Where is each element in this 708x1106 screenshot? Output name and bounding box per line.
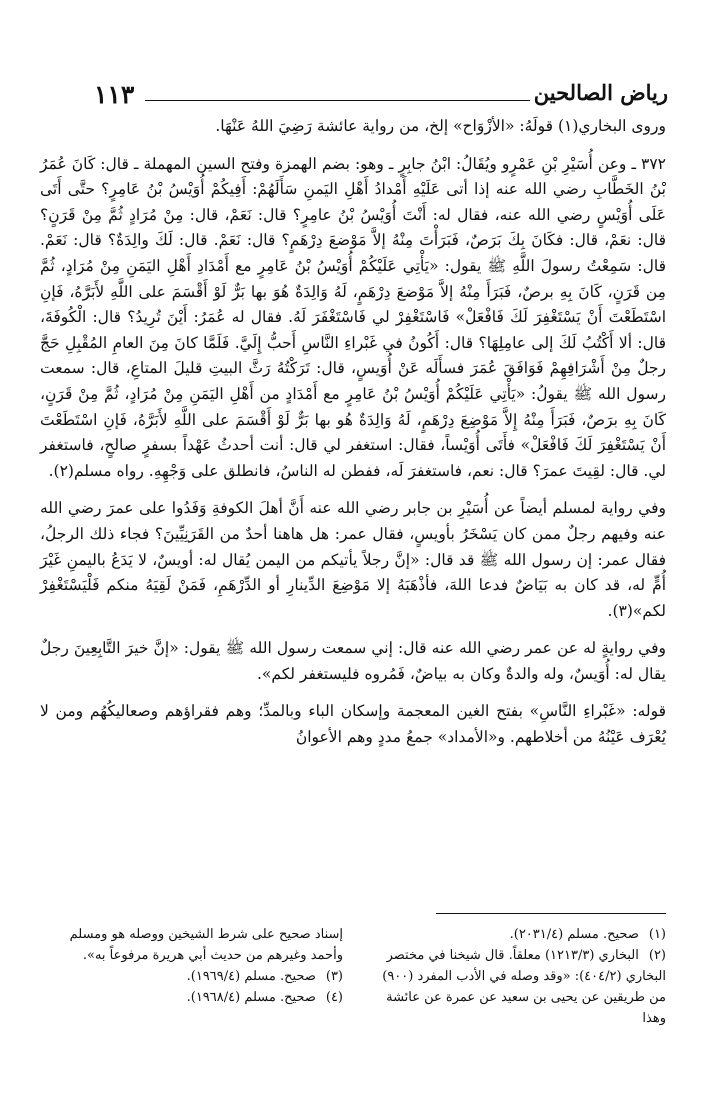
footnotes xyxy=(40,924,666,1029)
footnote-1 xyxy=(363,924,666,945)
main-text xyxy=(40,114,666,751)
header-rule xyxy=(145,100,530,101)
footnotes-left-column xyxy=(40,924,343,1029)
footnote-number: (١) xyxy=(648,927,666,942)
paragraph-explanation: قوله: «غَبْراءِ النَّاسِ» بفتح الغين المعجمة وإسكان الباء وبالمدِّ؛ وهم فقراؤهم وصعاليكُهُم ومن لا يُعْرَف عَيْنُهُ من أخلاطهم. و«الأمداد» جمعُ مددٍ وهم الأعوانُ xyxy=(40,702,666,747)
page-number: ١١٣ xyxy=(94,80,135,109)
footnote-text: صحيح. مسلم (١٩٦٩/٤). xyxy=(186,969,316,984)
footnote-text: البخاري (١٢١٣/٣) معلقاً. قال شيخنا في مختصر البخاري (٤٠٤/٢): «وقد وصله في الأدب المفرد (٩٠٠) من طريقين عن يحيى بن سعيد عن عمرة عن عائشة وهذا xyxy=(382,948,666,1026)
page-header xyxy=(40,76,668,112)
footnote-4 xyxy=(40,987,343,1008)
paragraph-intro: وروى البخاري(١) قولَهُ: «الأزْوَاح» إلخ، من رواية عائشة رَضِيَ اللهُ عَنْهَا. xyxy=(215,117,666,135)
footnote-text: صحيح. مسلم (١٩٦٨/٤). xyxy=(186,990,316,1005)
footnote-2 xyxy=(363,945,666,1029)
footnote-number: (٢) xyxy=(648,948,666,963)
paragraph-hadith-372: ٣٧٢ ـ وعن أُسَيْرِ بْنِ عَمْرٍو ويُقَالُ: ابْنُ جابِرٍ ـ وهو: بضم الهمزة وفتح السين المهملة ـ قال: كَانَ عُمَرُ بْنُ الخَطَّابِ رضي الله عنه إذا أتى عَلَيْهِ أَمْدادُ أَهْلِ اليَمنِ سَأَلَهُمْ: أَفِيكُمْ أُوَيْسُ بْنُ عَامِرٍ؟ حتَّى أَتَى عَلَى أُوَيْسٍ رضي الله عنه، فقال له: أَنْتَ أُوَيْسُ بْنُ عامِرٍ؟ قال: نَعَمْ، قال: مِنْ مُرَادٍ ثُمَّ مِنْ قَرَنٍ؟ قال: نعَمْ، قال: فكَانَ بِكَ بَرَصٌ، فَبَرَأْتَ مِنْهُ إلاَّ مَوْضعَ دِرْهَمٍ؟ قال: نَعَمْ. قال: لَكَ والِدَةٌ؟ قال: نَعَمْ. قال: سَمِعْتُ رسولَ اللَّهِ ﷺ يقول: «يَأْتِي عَلَيْكُمْ أُوَيْسُ بْنُ عَامِرٍ مع أَمْدَادِ أَهْلِ اليَمَنِ مِنْ مُرَادٍ، ثُمَّ مِن قَرَنٍ، كَانَ بِهِ برصٌ، فَبَرَأَ مِنْهُ إلاَّ مَوْضعَ دِرْهَمٍ، لَهُ وَالِدَةٌ هُوَ بها بَرٌّ لَوْ أَقْسَمَ على اللَّهِ لأَبَرَّهُ، فَإنِ اسْتَطَعْتَ أَنْ يَسْتَغْفِرَ لَكَ فَافْعَلْ» فَاسْتَغْفِرْ لي فَاسْتَغْفَرَ لَهُ. فقال له عُمَرُ: أَيْنَ تُرِيدُ؟ قال: الْكُوفَةَ، قال: ألا أَكْتُبُ لَكَ إلى عامِلِهَا؟ قال: أَكُونُ في غَبْراءِ النَّاسِ أَحبُّ إِلَيَّ. فَلَمَّا كانَ مِنَ العامِ المُقْبِلِ حَجَّ رجلٌ مِنْ أَشْرَافِهِمْ فَوَافَقَ عُمَرَ فسأَلَه عَنْ أُوَيسٍ، قال: تَرَكْتُهُ رَثَّ البيتِ قليلَ المتاعِ، قال: سمعت رسول الله ﷺ يقولُ: «يَأْتِي عَلَيْكُمْ أُوَيْسُ بْنُ عَامِرٍ مع أَمْدَادٍ من أَهْلِ اليَمَنِ مِنْ مُرَادٍ، ثُمَّ مِنْ قَرَنٍ، كَانَ بِهِ برَصٌ، فَبَرَأَ مِنْهُ إِلاَّ مَوْضِعَ دِرْهَمٍ، لَهُ وَالِدَةٌ هُو بها بَرٌّ لَوْ أَقْسَمَ على اللَّهِ لأَبَرَّهُ، فَإنِ اسْتَطَعْتَ أَنْ يَسْتَغْفِرَ لَكَ فَافْعَلْ» فأَتَى أُوَيْساً، فقال: استغفر لي قال: أنت أحدثُ عَهْداً بسفرٍ صالحٍ، فاستغفر لي. قال: لقِيتَ عمرَ؟ قال: نعم، فاستغفرَ لَه، ففطن له الناسُ، فانطلق على وَجْهِهِ. رواه مسلم(٢). xyxy=(40,154,666,480)
footnote-separator xyxy=(436,913,666,914)
footnote-3 xyxy=(40,966,343,987)
paragraph-umar-narration: وفي روايةٍ له عن عمر رضي الله عنه قال: إني سمعت رسول الله ﷺ يقول: «إنَّ خيرَ التَّابِعِينَ رجلٌ يقال له: أُوَيسٌ، وله والدةٌ وكان به بياضٌ، فَمُروه فليستغفر لكم». xyxy=(40,639,666,683)
footnote-2-continued xyxy=(40,924,343,966)
paragraph-muslim-narration: وفي رواية لمسلم أيضاً عن أُسَيْرِ بن جابر رضي الله عنه أَنَّ أهلَ الكوفةِ وَفَدُوا على عمرَ رضي الله عنه وفيهم رجلٌ ممن كان يَسْخَرُ بأويسٍ، فقال عمر: هل هاهنا أحدٌ من القَرَنِيِّينَ؟ فجاء ذلك الرجلُ، فقال عمر: إن رسول الله ﷺ قد قال: «إنَّ رجلاً يأتيكم من اليمن يُقال له: أويسٌ، لا يَدَعُ باليمنِ غَيْرَ أُمٍّ له، قد كان به بَيَاضٌ فدعا اللهَ، فأذْهَبَهُ إلا مَوْضِعَ الدِّينارِ أو الدِّرْهَمِ، فَمَنْ لَقِيَهُ منكم فَلْيَسْتَغْفِرْ لكم»(٣). xyxy=(40,499,666,620)
book-title: رياض الصالحين xyxy=(533,80,668,105)
footnote-text: صحيح. مسلم (٢٠٣١/٤). xyxy=(509,927,639,942)
footnote-number: (٤) xyxy=(325,990,343,1005)
footnote-text: إسناد صحيح على شرط الشيخين ووصله هو ومسلم وأحمد وغيرهم من حديث أبي هريرة مرفوعاً به». xyxy=(69,927,343,963)
footnotes-right-column xyxy=(363,924,666,1029)
footnote-number: (٣) xyxy=(325,969,343,984)
